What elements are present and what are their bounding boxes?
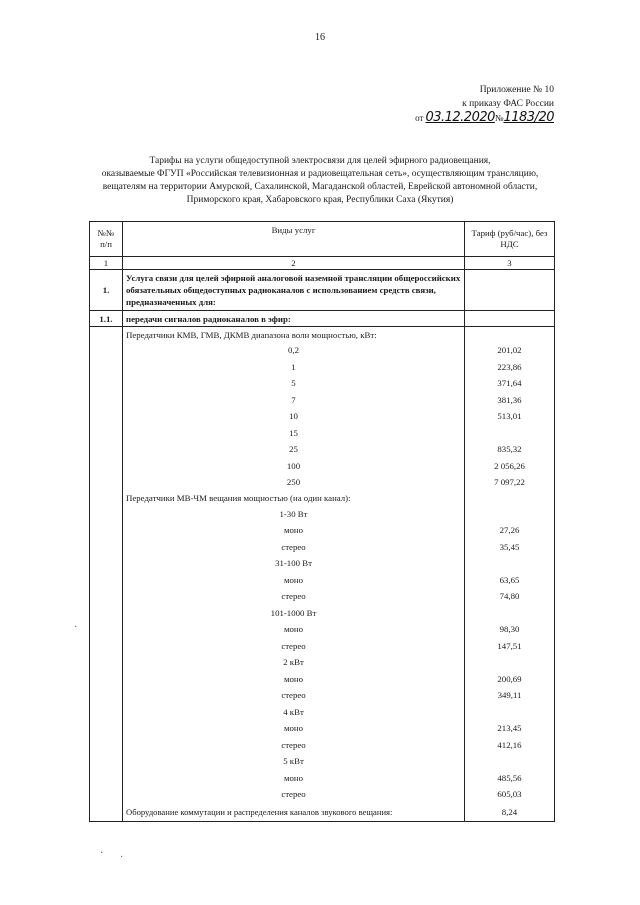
mode-label: моно xyxy=(123,671,465,688)
subsection-number: 1.1. xyxy=(90,311,123,327)
switching-equipment-label: Оборудование коммутации и распределения каналов звукового вещания: xyxy=(123,803,465,821)
group-label: Передатчики КМВ, ГМВ, ДКМВ диапазона волн мощностью, кВт: xyxy=(123,327,465,343)
subgroup-name: 101-1000 Вт xyxy=(123,605,465,622)
table-row xyxy=(90,474,554,491)
tariff-value: 35,45 xyxy=(499,541,520,552)
table-row xyxy=(90,522,554,539)
table-row xyxy=(90,720,554,737)
section-row xyxy=(90,270,554,311)
power-value: 5 xyxy=(123,375,465,392)
subgroup-row xyxy=(90,605,554,622)
table-row xyxy=(90,425,554,442)
subgroup-row xyxy=(90,555,554,572)
group-label: Передатчики МВ-ЧМ вещания мощностью (на один канал): xyxy=(123,491,465,506)
subgroup-name: 1-30 Вт xyxy=(123,506,465,523)
tariff-table xyxy=(89,221,555,822)
tariff-value: 147,51 xyxy=(497,640,522,651)
table-row xyxy=(90,458,554,475)
tariff-value: 223,86 xyxy=(497,361,522,372)
tariff-value: 27,26 xyxy=(499,525,520,536)
table-row xyxy=(90,638,554,655)
tariff-value: 63,65 xyxy=(499,574,520,585)
title-line: вещателям на территории Амурской, Сахалинской, Магаданской областей, Еврейской автономной области, xyxy=(102,182,538,192)
header-num: №№ п/п xyxy=(90,222,123,257)
tariff-value: 412,16 xyxy=(497,739,522,750)
header-tariff: Тариф (руб/час), без НДС xyxy=(465,222,555,257)
tariff-value: 8,24 xyxy=(501,806,518,817)
tariff-value: 200,69 xyxy=(497,673,522,684)
title-line: Приморского края, Хабаровского края, Республики Саха (Якутия) xyxy=(186,195,454,205)
document-title xyxy=(80,155,560,207)
subgroup-name: 4 кВт xyxy=(123,704,465,721)
subgroup-name: 2 кВт xyxy=(123,654,465,671)
tariff-value: 835,32 xyxy=(497,444,522,455)
mode-label: моно xyxy=(123,770,465,787)
mode-label: стерео xyxy=(123,687,465,704)
scan-speck: · xyxy=(100,848,104,859)
table-row xyxy=(90,408,554,425)
table-row xyxy=(90,737,554,754)
header-service: Виды услуг xyxy=(123,222,465,257)
tariff-value: 213,45 xyxy=(497,723,522,734)
table-row xyxy=(90,621,554,638)
order-prefix: от xyxy=(415,113,424,123)
page-number: 16 xyxy=(315,32,325,43)
subgroup-row xyxy=(90,704,554,721)
scan-speck: · xyxy=(120,852,124,863)
subgroup-row xyxy=(90,753,554,770)
power-value: 10 xyxy=(123,408,465,425)
table-row xyxy=(90,342,554,359)
table-row xyxy=(90,572,554,589)
tariff-value: 485,56 xyxy=(497,772,522,783)
power-value: 250 xyxy=(123,474,465,491)
mode-label: стерео xyxy=(123,786,465,803)
power-value: 1 xyxy=(123,359,465,376)
table-row xyxy=(90,359,554,376)
column-number: 3 xyxy=(465,257,555,270)
appendix-block xyxy=(415,83,554,125)
tariff-value: 513,01 xyxy=(497,411,522,422)
column-number: 1 xyxy=(90,257,123,270)
table-row xyxy=(90,803,554,821)
mode-label: моно xyxy=(123,720,465,737)
subgroup-row xyxy=(90,506,554,523)
power-value: 15 xyxy=(123,425,465,442)
tariff-value: 371,64 xyxy=(497,378,522,389)
subsection-title: передачи сигналов радиоканалов в эфир: xyxy=(123,311,465,327)
subgroup-name: 5 кВт xyxy=(123,753,465,770)
subsection-row xyxy=(90,311,554,327)
table-header-row xyxy=(90,222,554,257)
column-numbers-row xyxy=(90,257,554,270)
table-row xyxy=(90,375,554,392)
power-value: 7 xyxy=(123,392,465,409)
order-number-sign: № xyxy=(494,113,504,123)
power-value: 100 xyxy=(123,458,465,475)
subgroup-name: 31-100 Вт xyxy=(123,555,465,572)
tariff-value xyxy=(465,425,555,442)
subgroup-row xyxy=(90,654,554,671)
section-title: Услуга связи для целей эфирной аналоговой наземной трансляции общероссийских обязательных общедоступных радиоканалов с использованием средств связи, предназначенных для: xyxy=(123,270,465,311)
mode-label: моно xyxy=(123,621,465,638)
tariff-value: 98,30 xyxy=(499,624,520,635)
mode-label: стерео xyxy=(123,588,465,605)
table-row xyxy=(90,671,554,688)
group-header-row xyxy=(90,491,554,506)
order-number: 1183/20 xyxy=(503,110,554,125)
table-row xyxy=(90,687,554,704)
column-number: 2 xyxy=(123,257,465,270)
table-row xyxy=(90,770,554,787)
tariff-value: 381,36 xyxy=(497,394,522,405)
mode-label: стерео xyxy=(123,737,465,754)
tariff-value: 605,03 xyxy=(497,789,522,800)
tariff-value: 74,80 xyxy=(499,591,520,602)
table-row xyxy=(90,392,554,409)
mode-label: моно xyxy=(123,522,465,539)
table-row xyxy=(90,588,554,605)
mode-label: моно xyxy=(123,572,465,589)
group-header-row xyxy=(90,327,554,343)
power-value: 0,2 xyxy=(123,342,465,359)
table-row xyxy=(90,539,554,556)
title-line: оказываемые ФГУП «Российская телевизионная и радиовещательная сеть», осуществляющим трансляцию, xyxy=(101,169,539,179)
tariff-value: 2 056,26 xyxy=(494,460,525,471)
mode-label: стерео xyxy=(123,638,465,655)
appendix-order-ref: к приказу ФАС России xyxy=(462,99,554,109)
appendix-title: Приложение № 10 xyxy=(479,85,554,95)
section-number: 1. xyxy=(90,270,123,311)
table-row xyxy=(90,441,554,458)
tariff-value: 201,02 xyxy=(497,345,522,356)
tariff-value: 349,11 xyxy=(497,690,522,701)
title-line: Тарифы на услуги общедоступной электросвязи для целей эфирного радиовещания, xyxy=(149,156,491,166)
order-line xyxy=(415,111,554,125)
tariff-value: 7 097,22 xyxy=(494,477,525,488)
power-value: 25 xyxy=(123,441,465,458)
mode-label: стерео xyxy=(123,539,465,556)
order-date: 03.12.2020 xyxy=(425,110,495,125)
table-row xyxy=(90,786,554,803)
scan-speck: · xyxy=(74,622,78,633)
